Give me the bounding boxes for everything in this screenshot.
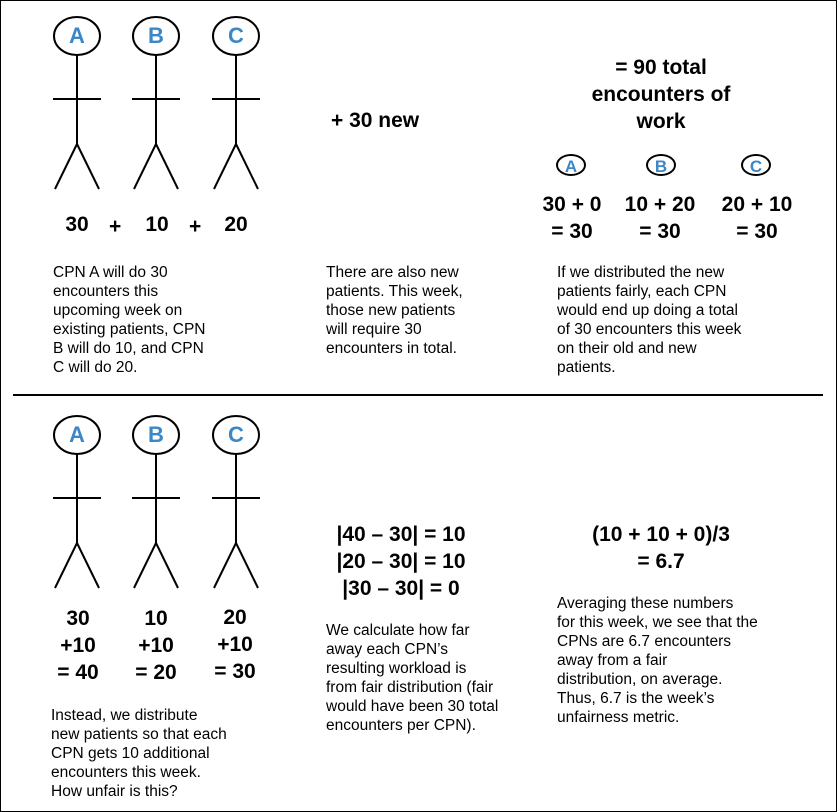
person-label: C [228,422,244,447]
stick-figure-a-top [51,16,105,191]
average-calculation: (10 + 10 + 0)/3 = 6.7 [592,523,730,573]
fair-share-b: 10 + 20 = 30 [624,193,696,243]
person-label: A [69,422,85,447]
stick-figure-a-bottom [51,415,105,590]
person-label: C [228,23,244,48]
plus-sign: + [189,215,202,238]
total-encounters-label: = 90 total encounters of work [591,56,731,133]
stick-figure-b-bottom [130,415,184,590]
person-label: B [148,422,164,447]
person-label: A [69,23,85,48]
new-encounters-label: + 30 new [331,109,420,132]
person-label: B [148,23,164,48]
count-c: 20 [224,213,248,236]
description-distance-calculation: We calculate how far away each CPN’s resulting workload is from fair distribution (fair would have been 30 total encounters per CPN). [326,622,499,734]
description-unfairness-metric: Averaging these numbers for this week, we see that the CPNs are 6.7 encounters away from a fair distribution, on average. Thus, 6.7 is the week’s unfairness metric. [557,595,758,726]
absolute-difference-a: |40 – 30| = 10 [336,523,466,546]
stick-figure-b-top [130,16,184,191]
mini-person-c: C [741,154,771,176]
sum-c: 20 +10 = 30 [214,606,256,683]
count-a: 30 [65,213,89,236]
stick-figure-c-bottom [210,415,264,590]
count-b: 10 [145,213,169,236]
stick-figure-c-top [210,16,264,191]
sum-a: 30 +10 = 40 [57,607,99,684]
description-actual-distribution: Instead, we distribute new patients so that each CPN gets 10 additional encounters this week. How unfair is this? [51,707,227,800]
plus-sign: + [109,215,122,238]
mini-person-b: B [646,154,676,176]
description-new-patients: There are also new patients. This week, those new patients will require 30 encounters in total. [326,264,463,357]
absolute-difference-b: |20 – 30| = 10 [336,550,466,573]
fair-share-a: 30 + 0 = 30 [542,193,602,243]
sum-b: 10 +10 = 20 [135,607,177,684]
section-divider [13,394,823,396]
fair-share-c: 20 + 10 = 30 [721,193,793,243]
mini-person-a: A [556,154,586,176]
absolute-difference-c: |30 – 30| = 0 [342,577,460,600]
description-fair-distribution: If we distributed the new patients fairly, each CPN would end up doing a total of 30 encounters this week on their old and new patients. [557,264,742,376]
description-existing-work: CPN A will do 30 encounters this upcoming week on existing patients, CPN B will do 10, and CPN C will do 20. [53,264,206,376]
